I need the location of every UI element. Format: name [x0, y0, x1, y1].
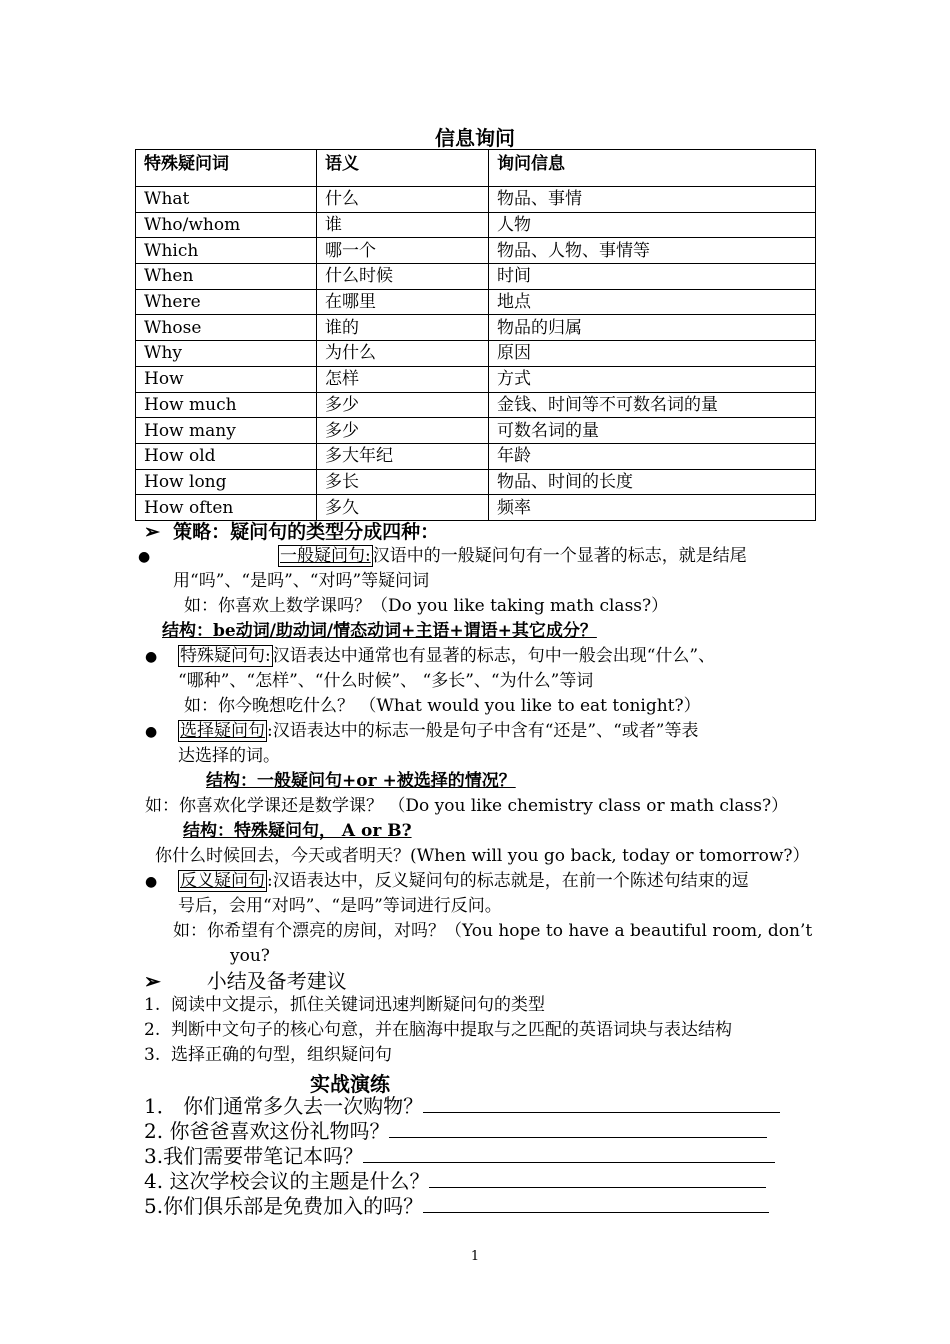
table-row [136, 443, 816, 469]
general-question-structure: 结构：be动词/助动词/情态动词+主语+谓语+其它成分？ [162, 621, 597, 641]
table-row [136, 264, 816, 290]
general-question-line: 一般疑问句: 汉语中的一般疑问句有一个显著的标志，就是结尾 [280, 546, 747, 566]
table-cell: Whose [136, 315, 317, 341]
table-row [136, 212, 816, 238]
table-cell: 原因 [489, 341, 816, 367]
table-header-row [136, 150, 816, 187]
table-cell: 可数名词的量 [489, 418, 816, 444]
practice-question: 1． 你们通常多久去一次购物？ [144, 1092, 780, 1119]
table-cell: 方式 [489, 366, 816, 392]
answer-blank[interactable] [429, 1167, 766, 1188]
tag-question-example: you? [230, 946, 270, 966]
table-cell: 物品、人物、事情等 [489, 238, 816, 264]
table-cell: 物品的归属 [489, 315, 816, 341]
table-cell: Who/whom [136, 212, 317, 238]
table-cell: 地点 [489, 289, 816, 315]
question-word-table [135, 149, 816, 521]
tag-question-line: 反义疑问句 :汉语表达中，反义疑问句的标志就是，在前一个陈述句结束的逗 [180, 871, 749, 891]
table-cell: How often [136, 495, 317, 521]
choice-question-term: 选择疑问句 [180, 721, 265, 741]
table-row [136, 238, 816, 264]
table-row [136, 366, 816, 392]
table-row [136, 341, 816, 367]
table-cell: Which [136, 238, 317, 264]
table-cell: How old [136, 443, 317, 469]
table-cell: 人物 [489, 212, 816, 238]
practice-question: 5.你们俱乐部是免费加入的吗？ [144, 1192, 769, 1219]
arrow-icon: ➢ [144, 969, 161, 993]
page-number: 1 [470, 1249, 480, 1264]
table-cell: 时间 [489, 264, 816, 290]
table-row [136, 495, 816, 521]
table-cell: 为什么 [317, 341, 489, 367]
table-cell: 频率 [489, 495, 816, 521]
general-question-term: 一般疑问句: [280, 546, 371, 566]
table-row [136, 469, 816, 495]
choice-question-example: 如：你喜欢化学课还是数学课？ （Do you like chemistry class or math class?） [145, 796, 789, 816]
practice-question: 4. 这次学校会议的主题是什么？ [144, 1167, 766, 1194]
special-question-line: 特殊疑问句: 汉语表达中通常也有显著的标志，句中一般会出现“什么”、 [180, 646, 716, 666]
tag-question-term: 反义疑问句 [180, 871, 265, 891]
table-row [136, 187, 816, 213]
practice-question: 3.我们需要带笔记本吗？ [144, 1142, 775, 1169]
general-question-desc: 用“吗”、“是吗”、“对吗”等疑问词 [173, 571, 430, 591]
table-row [136, 289, 816, 315]
table-cell: How long [136, 469, 317, 495]
table-row [136, 418, 816, 444]
table-cell: Where [136, 289, 317, 315]
table-cell: How [136, 366, 317, 392]
table-header: 询问信息 [489, 150, 816, 187]
page-title: 信息询问 [435, 126, 515, 150]
summary-heading: ➢ 小结及备考建议 [144, 969, 347, 993]
table-cell: 哪一个 [317, 238, 489, 264]
table-cell: 多久 [317, 495, 489, 521]
tag-question-desc: 号后，会用“对吗”、“是吗”等词进行反问。 [178, 896, 502, 916]
answer-blank[interactable] [423, 1092, 780, 1113]
table-header: 语义 [317, 150, 489, 187]
answer-blank[interactable] [389, 1117, 767, 1138]
table-row [136, 315, 816, 341]
table-cell: 谁 [317, 212, 489, 238]
practice-heading: 实战演练 [310, 1072, 390, 1096]
table-cell: 多大年纪 [317, 443, 489, 469]
table-cell: How much [136, 392, 317, 418]
special-question-example: 如：你今晚想吃什么？ （What would you like to eat tonight?） [184, 696, 701, 716]
table-cell: 多少 [317, 418, 489, 444]
table-cell: 年龄 [489, 443, 816, 469]
arrow-icon: ➢ [144, 521, 160, 543]
table-cell: 金钱、时间等不可数名词的量 [489, 392, 816, 418]
table-cell: 物品、事情 [489, 187, 816, 213]
table-cell: Why [136, 341, 317, 367]
table-cell: 在哪里 [317, 289, 489, 315]
table-cell: 物品、时间的长度 [489, 469, 816, 495]
choice-question-line: 选择疑问句 :汉语表达中的标志一般是句子中含有“还是”、“或者”等表 [180, 721, 699, 741]
tag-question-example: 如：你希望有个漂亮的房间，对吗？（You hope to have a beautiful room, don’t [173, 921, 813, 941]
general-question-example: 如：你喜欢上数学课吗？（Do you like taking math class?） [184, 596, 669, 616]
table-cell: How many [136, 418, 317, 444]
special-question-term: 特殊疑问句: [180, 646, 271, 666]
table-cell: When [136, 264, 317, 290]
choice-question-structure: 结构：特殊疑问句， A or B? [183, 821, 412, 841]
choice-question-desc: 达选择的词。 [178, 746, 280, 766]
table-cell: 多长 [317, 469, 489, 495]
table-cell: 谁的 [317, 315, 489, 341]
bullet-icon: ● [145, 649, 158, 665]
choice-question-example: 你什么时候回去，今天或者明天？(When will you go back, today or tomorrow?） [155, 846, 810, 866]
table-header: 特殊疑问词 [136, 150, 317, 187]
practice-question: 2. 你爸爸喜欢这份礼物吗？ [144, 1117, 767, 1144]
bullet-icon: ● [145, 874, 158, 890]
table-cell: What [136, 187, 317, 213]
table-cell: 多少 [317, 392, 489, 418]
summary-item: 3. 选择正确的句型，组织疑问句 [144, 1045, 393, 1065]
summary-item: 2. 判断中文句子的核心句意，并在脑海中提取与之匹配的英语词块与表达结构 [144, 1020, 733, 1040]
bullet-icon: ● [145, 724, 158, 740]
strategy-heading: ➢ 策略：疑问句的类型分成四种： [144, 521, 440, 543]
bullet-icon: ● [138, 549, 151, 565]
answer-blank[interactable] [423, 1192, 769, 1213]
choice-question-structure: 结构：一般疑问句+or +被选择的情况？ [206, 771, 516, 791]
special-question-desc: “哪种”、“怎样”、“什么时候”、 “多长”、“为什么”等词 [178, 671, 594, 691]
summary-item: 1. 阅读中文提示，抓住关键词迅速判断疑问句的类型 [144, 995, 546, 1015]
table-cell: 怎样 [317, 366, 489, 392]
table-cell: 什么时候 [317, 264, 489, 290]
table-row [136, 392, 816, 418]
answer-blank[interactable] [363, 1142, 775, 1163]
table-cell: 什么 [317, 187, 489, 213]
